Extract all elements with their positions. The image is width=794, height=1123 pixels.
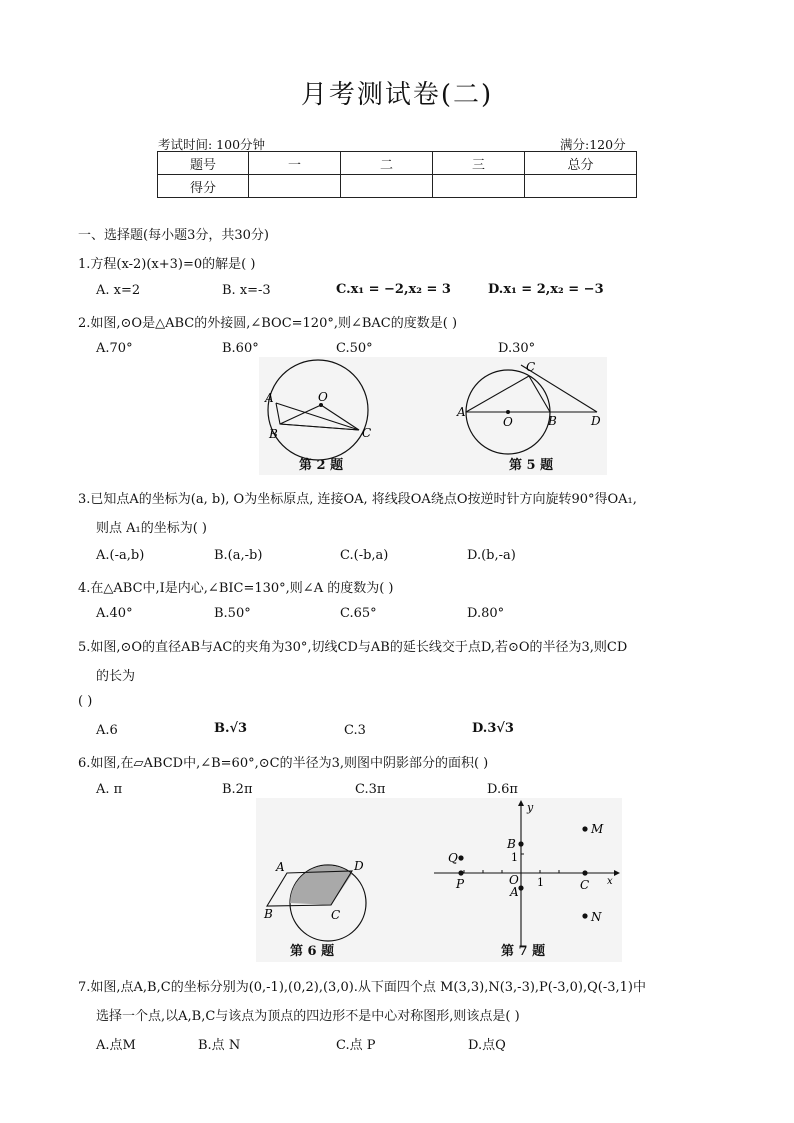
score-table [157,151,637,198]
q1-option-d: D.x₁ = 2,x₂ = −3 [488,282,604,297]
q3-option-b: B.(a,-b) [214,548,263,563]
q2-option-c: C.50° [336,341,373,356]
q1-option-a: A. x=2 [96,283,141,298]
q7-option-a: A.点M [96,1038,136,1053]
fig2-label: C [362,426,372,440]
fig5-label: A [457,405,466,419]
question-2-stem: 2.如图,⊙O是△ABC的外接圆,∠BOC=120°,则∠BAC的度数是( ) [78,316,458,331]
fig6-label: D [354,859,364,873]
q6-option-a: A. π [96,782,123,797]
fig7-label: 1 [537,876,544,889]
q2-option-d: D.30° [498,341,536,356]
table-cell: 总分 [525,152,637,175]
figure-5-caption: 第 5 题 [509,458,554,473]
fig7-label: y [527,801,534,814]
fig7-label: 1 [511,851,518,864]
q4-option-d: D.80° [467,606,505,621]
q3-option-a: A.(-a,b) [96,548,145,563]
q7-option-c: C.点 P [336,1038,376,1053]
fig7-label: C [580,878,590,892]
q6-option-c: C.3π [355,782,386,797]
fig5-label: C [526,360,536,374]
question-1-stem: 1.方程(x-2)(x+3)=0的解是( ) [78,257,256,272]
table-cell: 得分 [158,175,249,198]
question-5-stem-cont: 的长为 [96,669,136,684]
q4-option-b: B.50° [214,606,251,621]
question-5-answer-bracket: ( ) [78,694,93,709]
question-5-stem: 5.如图,⊙O的直径AB与AC的夹角为30°,切线CD与AB的延长线交于点D,若⊙O的半径为3,则CD [78,640,628,655]
figure-2-and-5 [259,357,607,475]
q3-option-d: D.(b,-a) [467,548,516,563]
fig7-label: A [510,885,519,899]
table-cell: 二 [341,152,433,175]
q7-option-b: B.点 N [198,1038,241,1053]
fig7-label: x [607,876,613,887]
q2-option-b: B.60° [222,341,259,356]
table-cell: 一 [249,152,341,175]
question-3-stem-cont: 则点 A₁的坐标为( ) [96,521,208,536]
q3-option-c: C.(-b,a) [340,548,389,563]
fig5-label: B [548,414,557,428]
fig7-label: Q [448,851,458,865]
fig7-label: M [591,822,604,836]
score-table-score-row [158,175,637,198]
fig2-label: A [265,391,274,405]
fig2-label: B [269,427,278,441]
score-input-cell[interactable] [341,175,433,198]
question-4-stem: 4.在△ABC中,I是内心,∠BIC=130°,则∠A 的度数为( ) [78,581,394,596]
score-table-header-row [158,152,637,175]
fig7-label: N [591,910,602,924]
q2-option-a: A.70° [96,341,133,356]
question-7-stem: 7.如图,点A,B,C的坐标分别为(0,-1),(0,2),(3,0).从下面四个点 M(3,3),N(3,-3),P(-3,0),Q(-3,1)中 [78,980,647,995]
q6-option-b: B.2π [222,782,253,797]
table-cell: 三 [433,152,525,175]
score-input-cell[interactable] [525,175,637,198]
score-input-cell[interactable] [433,175,525,198]
fig7-label: P [456,877,465,891]
q6-option-d: D.6π [487,782,518,797]
full-score: 满分:120分 [560,137,626,152]
page-title: 月考测试卷(二) [300,80,494,110]
q7-option-d: D.点Q [468,1038,506,1053]
q5-option-b: B.√3 [214,721,248,736]
fig6-label: B [264,907,273,921]
fig5-label: O [503,415,513,429]
section-heading: 一、选择题(每小题3分，共30分) [78,228,269,243]
question-6-stem: 6.如图,在▱ABCD中,∠B=60°,⊙C的半径为3,则图中阴影部分的面积( ) [78,756,489,771]
table-cell: 题号 [158,152,249,175]
q5-option-a: A.6 [96,723,118,738]
score-input-cell[interactable] [249,175,341,198]
fig2-label: O [318,390,328,404]
q4-option-c: C.65° [340,606,377,621]
exam-time: 考试时间: 100分钟 [158,137,266,152]
fig7-label: O [509,873,519,887]
figure-7-caption: 第 7 题 [501,944,546,959]
question-3-stem: 3.已知点A的坐标为(a, b), O为坐标原点, 连接OA, 将线段OA绕点O按逆时针方向旋转90°得OA₁, [78,492,637,507]
fig5-label: D [591,414,601,428]
question-7-stem-cont: 选择一个点,以A,B,C与该点为顶点的四边形不是中心对称图形,则该点是( ) [96,1009,520,1024]
q4-option-a: A.40° [96,606,133,621]
fig6-label: C [331,908,341,922]
figure-6-and-7 [256,798,622,962]
q5-option-c: C.3 [344,723,366,738]
figure-2-caption: 第 2 题 [299,458,344,473]
fig7-label: B [507,837,516,851]
q5-option-d: D.3√3 [472,721,514,736]
fig6-label: A [276,860,285,874]
figure-6-caption: 第 6 题 [290,944,335,959]
q1-option-c: C.x₁ = −2,x₂ = 3 [336,282,451,297]
q1-option-b: B. x=-3 [222,283,271,298]
